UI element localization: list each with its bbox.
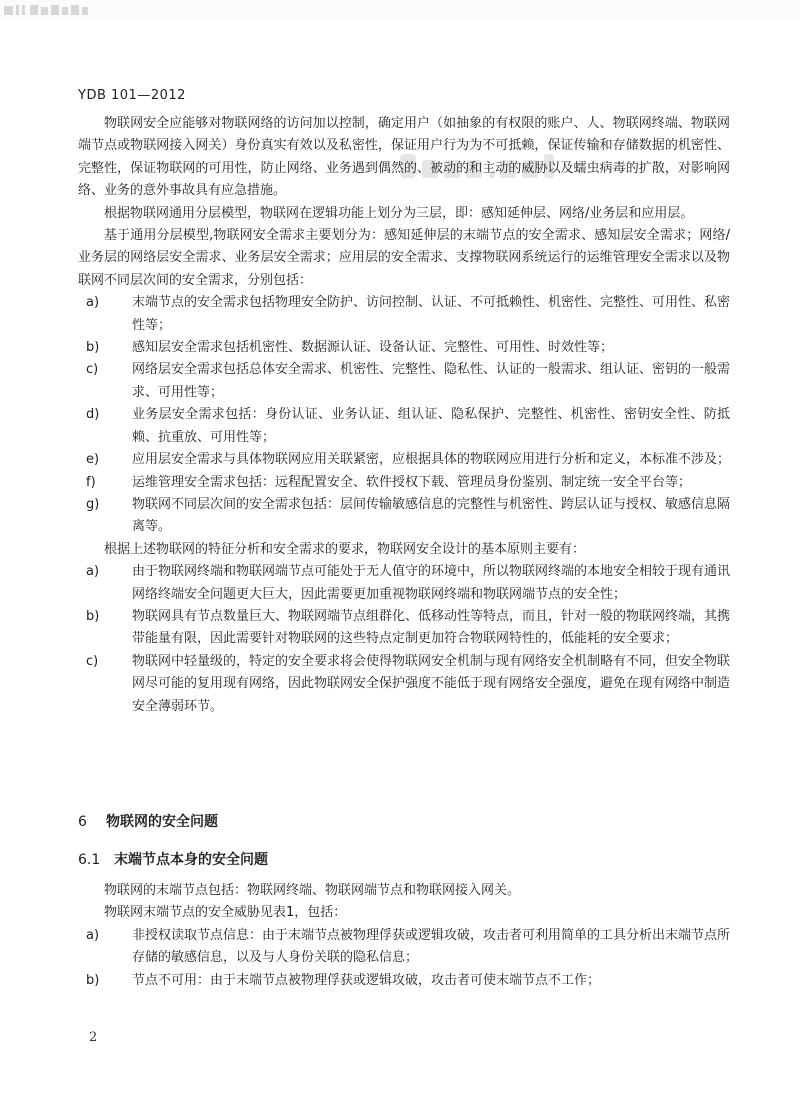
section-number: 6 (78, 814, 87, 830)
list-marker: a) (86, 295, 100, 311)
list-item (78, 651, 730, 718)
list-marker: f) (86, 474, 96, 490)
list-item-text: 物联网中轻量级的，特定的安全要求将会使得物联网安全机制与现有网络安全机制略有不同，但安全物联网尽可能的复用现有网络，因此物联网安全保护强度不能低于现有网络安全强度，避免在现有网络中制造安全薄弱环节。 (132, 653, 731, 714)
section-title: 物联网的安全问题 (106, 814, 218, 830)
document-body (78, 113, 730, 718)
list-marker: d) (86, 407, 100, 423)
list-item (78, 404, 730, 449)
list-item (78, 472, 730, 494)
list-marker: b) (86, 972, 100, 988)
paragraph: 根据上述物联网的特征分析和安全需求的要求，物联网安全设计的基本原则主要有： (104, 541, 586, 557)
paragraph: 根据物联网通用分层模型，物联网在逻辑功能上划分为三层，即：感知延伸层、网络/业务层和应用层。 (104, 205, 694, 221)
list-item-text: 物联网不同层次间的安全需求包括：层间传输敏感信息的完整性与机密性、跨层认证与授权、敏感信息隔离等。 (132, 496, 731, 535)
list-marker: a) (86, 927, 100, 943)
list-item (78, 970, 730, 992)
paragraph: 物联网末端节点的安全威胁见表1，包括： (104, 905, 347, 921)
list-item-text: 感知层安全需求包括机密性、数据源认证、设备认证、完整性、可用性、时效性等； (132, 340, 614, 356)
document-code: YDB 101—2012 (78, 88, 186, 103)
page-number: 2 (89, 1030, 98, 1045)
list-item-text: 由于物联网终端和物联网端节点可能处于无人值守的环境中，所以物联网终端的本地安全相较于现有通讯网络终端安全问题更大巨大，因此需要更加重视物联网终端和物联网端节点的安全性； (132, 564, 731, 602)
list-item-text: 物联网具有节点数量巨大、物联网端节点组群化、低移动性等特点，而且，针对一般的物联网终端，其携带能量有限，因此需要针对物联网的这些特点定制更加符合物联网特性的，低能耗的安全要求； (132, 608, 731, 647)
requirements-list (78, 292, 730, 538)
paragraph: 基于通用分层模型,物联网安全需求主要划分为：感知延伸层的末端节点的安全需求、感知层安全需求；网络/业务层的网络层安全需求、业务层安全需求；应用层的安全需求、支撑物联网系统运行的运维管理安全需求以及物联网不同层次间的安全需求，分别包括： (78, 228, 730, 288)
list-item (78, 359, 730, 404)
paragraph: 物联网的末端节点包括：物联网终端、物联网端节点和物联网接入网关。 (104, 883, 521, 898)
list-item-text: 节点不可用：由于末端节点被物理俘获或逻辑攻破，攻击者可使末端节点不工作； (132, 972, 601, 988)
list-item (78, 925, 730, 970)
section-heading-6-1 (78, 849, 268, 869)
list-marker: e) (86, 452, 100, 468)
list-marker: b) (86, 608, 100, 624)
list-marker: c) (86, 362, 99, 378)
list-item (78, 337, 730, 359)
list-item (78, 606, 730, 651)
list-item-text: 非授权读取节点信息：由于末端节点被物理俘获或逻辑攻破，攻击者可利用简单的工具分析出末端节点所存储的敏感信息，以及与人身份关联的隐私信息； (132, 927, 731, 966)
section-number: 6.1 (78, 852, 101, 868)
section-6-1-body (78, 880, 730, 992)
list-item (78, 561, 730, 606)
list-item (78, 494, 730, 539)
list-item-text: 末端节点的安全需求包括物理安全防护、访问控制、认证、不可抵赖性、机密性、完整性、可用性、私密性等； (132, 295, 731, 333)
list-item (78, 292, 730, 337)
list-item-text: 网络层安全需求包括总体安全需求、机密性、完整性、隐私性、认证的一般需求、组认证、密钥的一般需求、可用性等； (132, 362, 731, 400)
list-marker: b) (86, 340, 100, 356)
list-item-text: 运维管理安全需求包括：远程配置安全、软件授权下载、管理员身份鉴别、制定统一安全平台等； (132, 474, 692, 490)
section-title: 末端节点本身的安全问题 (114, 852, 268, 868)
list-item-text: 应用层安全需求与具体物联网应用关联紧密，应根据具体的物联网应用进行分析和定义，本标准不涉及； (132, 452, 731, 468)
design-principles-list (78, 561, 730, 718)
list-item-text: 业务层安全需求包括：身份认证、业务认证、组认证、隐私保护、完整性、机密性、密钥安全性、防抵赖、抗重放、可用性等； (132, 407, 730, 445)
list-marker: g) (86, 496, 100, 512)
paragraph: 物联网安全应能够对物联网络的访问加以控制，确定用户（如抽象的有权限的账户、人、物联网终端、物联网端节点或物联网接入网关）身份真实有效以及私密性，保证用户行为为不可抵赖，保证传输和存储数据的机密性、完整性，保证物联网的可用性，防止网络、业务遇到偶然的、被动的和主动的威胁以及蠕虫病毒的扩散，对影响网络、业务的意外事故具有应急措施。 (78, 116, 730, 199)
list-item (78, 449, 730, 471)
list-marker: a) (86, 564, 100, 580)
section-heading-6 (78, 811, 218, 831)
list-marker: c) (86, 653, 99, 669)
site-banner-watermark (0, 0, 800, 20)
